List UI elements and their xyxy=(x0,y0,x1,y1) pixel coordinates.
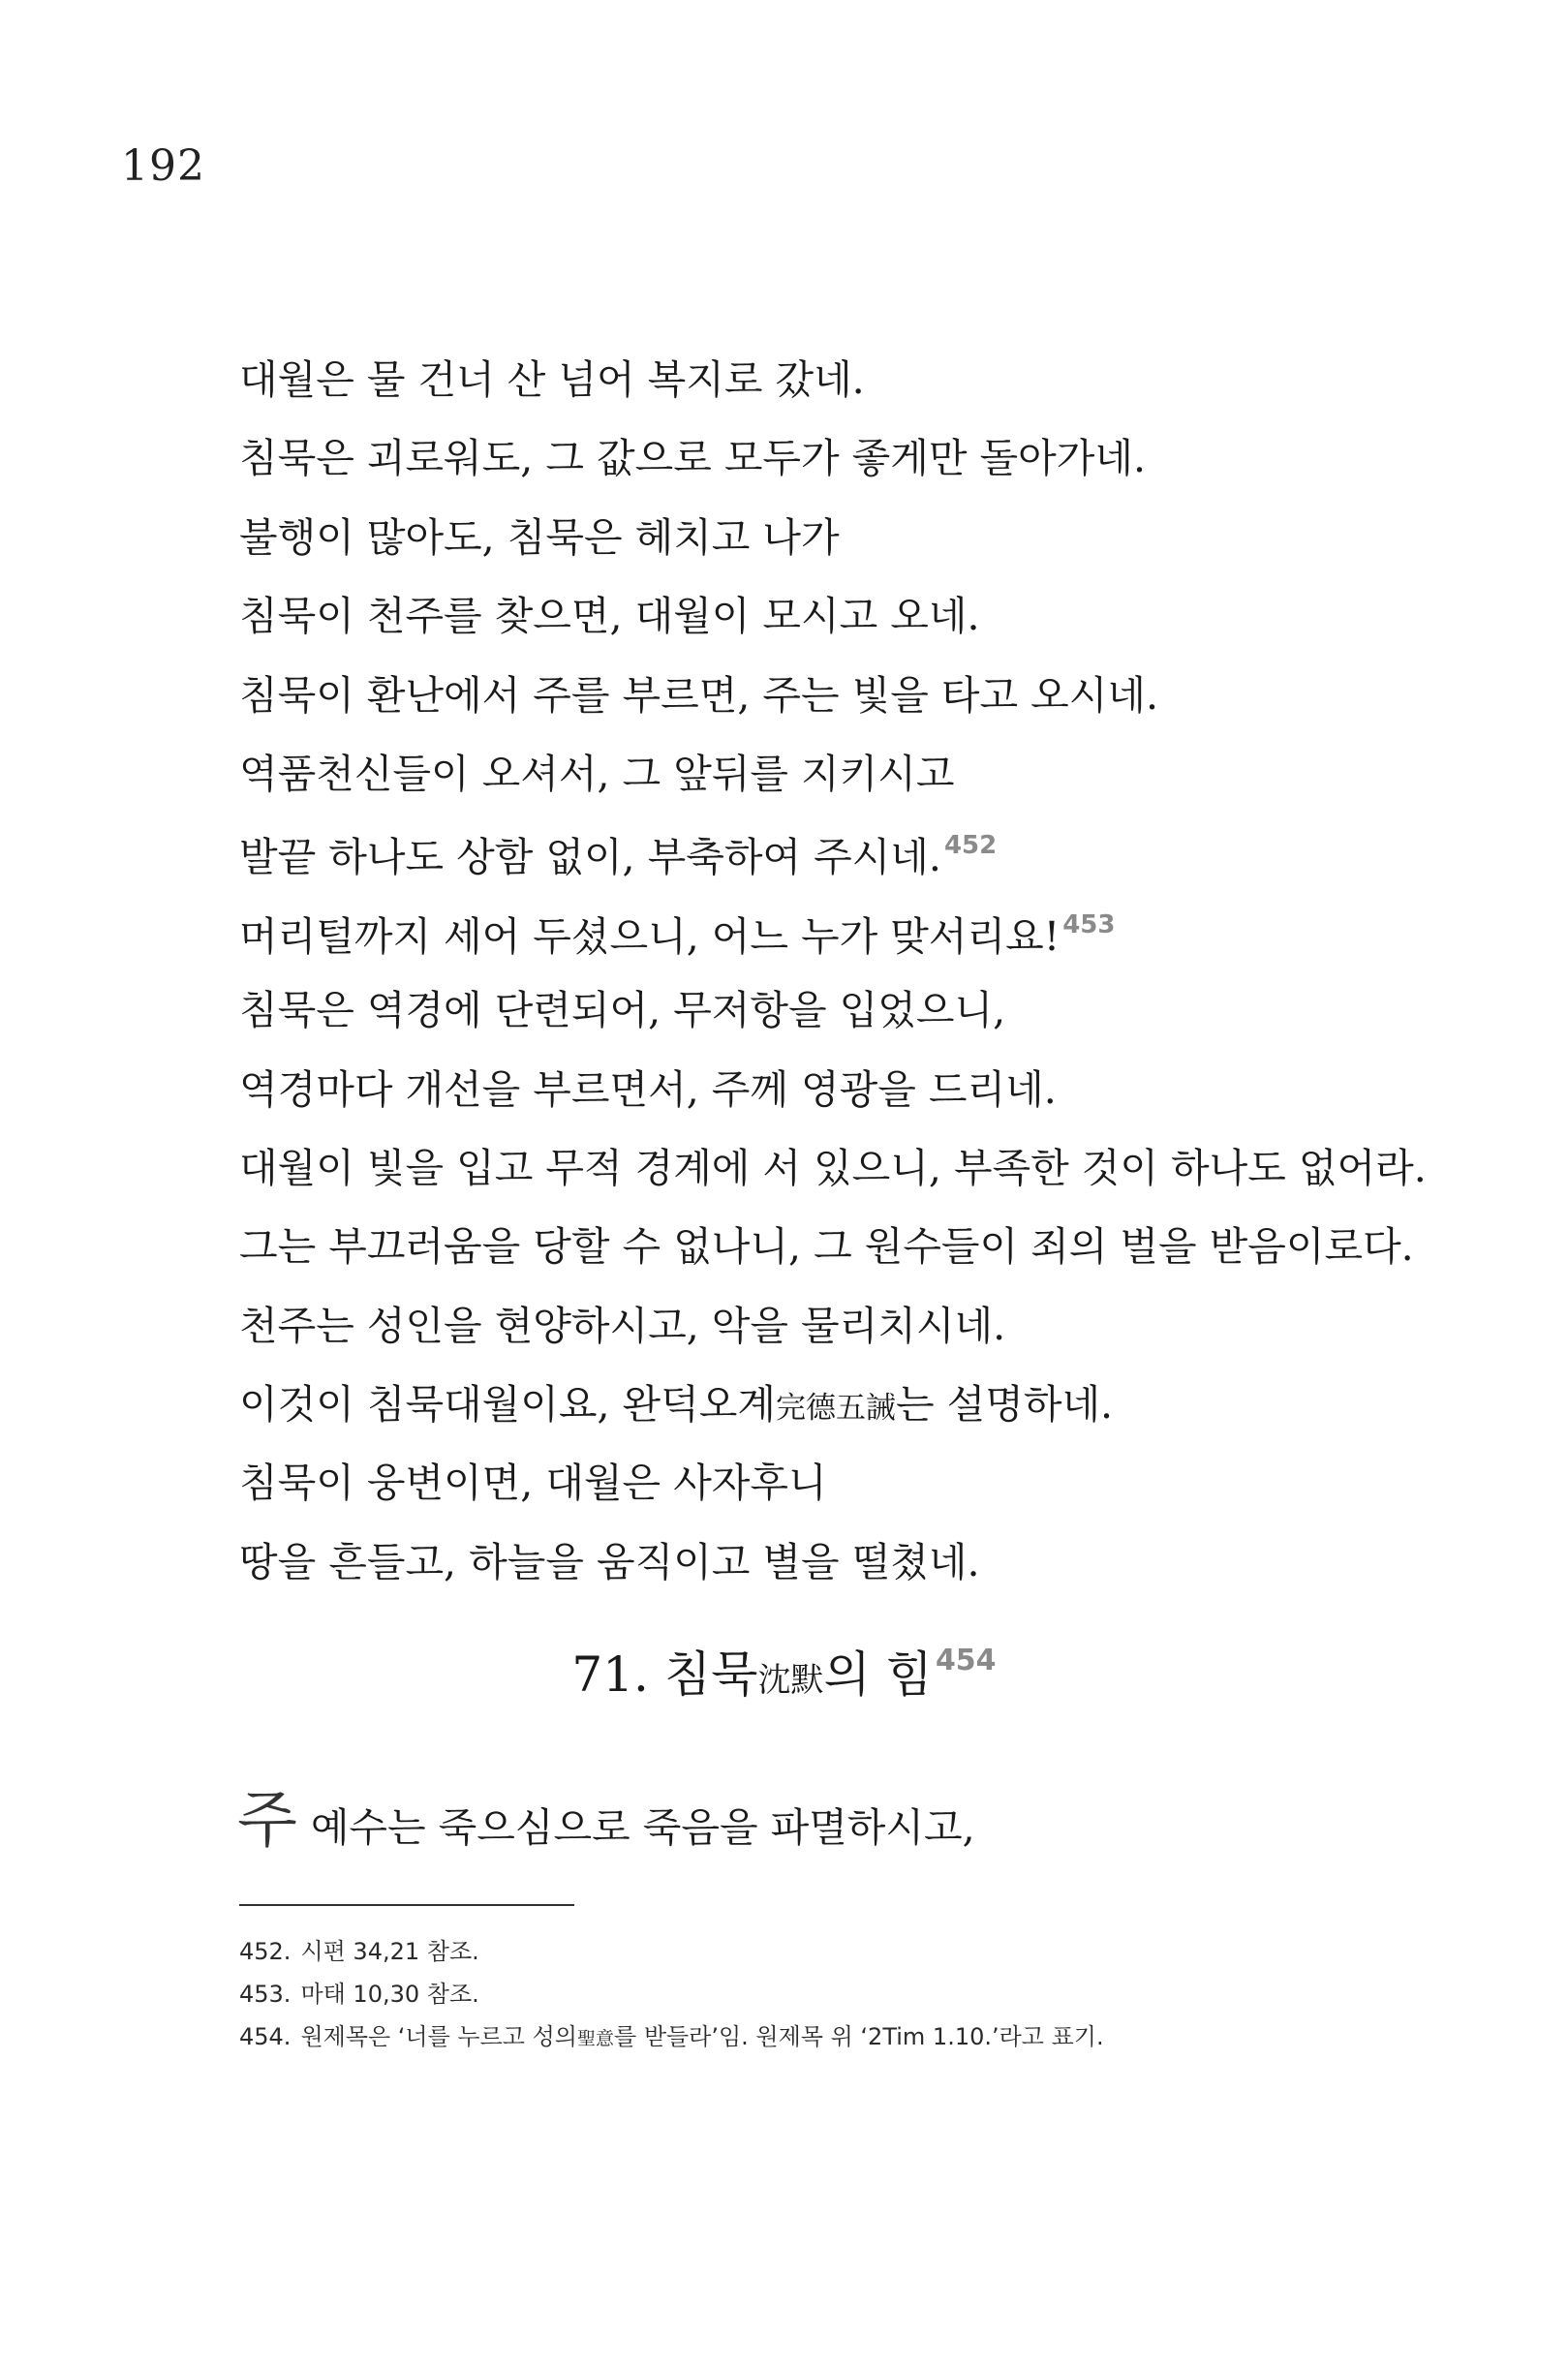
footnote-divider xyxy=(239,1904,574,1906)
footnote-ref-452: 452 xyxy=(943,831,998,861)
poem-line-text: 발끝 하나도 상함 없이, 부축하여 주시네. xyxy=(239,834,941,881)
poem-line: 대월은 물 건너 산 넘어 복지로 갔네. xyxy=(239,356,865,403)
poem-line-text: 이것이 침묵대월이요, 완덕오계 xyxy=(239,1381,776,1429)
verse-text: 예수는 죽으심으로 죽음을 파멸하시고, xyxy=(310,1804,975,1851)
poem-line-text: 는 설명하네. xyxy=(895,1381,1114,1429)
poem-line: 역품천신들이 오셔서, 그 앞뒤를 지키시고 xyxy=(239,750,955,797)
footnote-text: 시편 34,21 참조. xyxy=(300,1938,479,1965)
poem-line xyxy=(239,833,1460,911)
poem-line: 역경마다 개선을 부르면서, 주께 영광을 드리네. xyxy=(239,1065,1057,1113)
footnote-text: 마태 10,30 참조. xyxy=(300,1981,479,2008)
poem-line: 그는 부끄러움을 당할 수 없나니, 그 원수들이 죄의 벌을 받음이로다. xyxy=(239,1223,1414,1271)
page-number: 192 xyxy=(121,141,205,191)
footnote-453 xyxy=(239,1983,1104,2025)
verse-start xyxy=(237,1785,975,1857)
hanja-annotation: 沈默 xyxy=(757,1661,824,1700)
footnote-ref-454: 454 xyxy=(935,1644,997,1677)
section-title-text: 의 힘 xyxy=(823,1646,933,1703)
poem-line: 땅을 흔들고, 하늘을 움직이고 별을 떨쳤네. xyxy=(239,1538,980,1585)
poem-line: 침묵은 괴로워도, 그 값으로 모두가 좋게만 돌아가네. xyxy=(239,435,1146,482)
footnote-number: 452. xyxy=(239,1938,292,1965)
poem-body xyxy=(239,356,1460,1621)
footnote-452 xyxy=(239,1940,1104,1983)
poem-line xyxy=(239,1381,1460,1463)
poem-line: 침묵이 웅변이면, 대월은 사자후니 xyxy=(239,1460,827,1507)
footnote-text: 를 받들라’임. 원제목 위 ‘2Tim 1.10.’라고 표기. xyxy=(614,2023,1104,2050)
poem-line: 침묵이 천주를 찾으면, 대월이 모시고 오네. xyxy=(239,593,980,640)
poem-line: 불행이 많아도, 침묵은 헤치고 나가 xyxy=(239,513,840,561)
drop-cap: 주 xyxy=(237,1785,297,1857)
hanja-annotation: 聖意 xyxy=(576,2028,614,2049)
section-title-text: 71. 침묵 xyxy=(571,1646,758,1703)
poem-line: 침묵은 역경에 단련되어, 무저항을 입었으니, xyxy=(239,987,1006,1034)
hanja-annotation: 完德五誡 xyxy=(775,1391,896,1427)
poem-line: 침묵이 환난에서 주를 부르면, 주는 빛을 타고 오시네. xyxy=(239,671,1159,719)
poem-line xyxy=(239,909,1460,991)
section-title xyxy=(0,1644,1568,1703)
footnotes xyxy=(239,1940,1104,2068)
poem-line-text: 머리털까지 세어 두셨으니, 어느 누가 맞서리요! xyxy=(239,912,1061,960)
poem-line: 대월이 빛을 입고 무적 경계에 서 있으니, 부족한 것이 하나도 없어라. xyxy=(239,1144,1427,1191)
footnote-number: 454. xyxy=(239,2023,292,2050)
footnote-number: 453. xyxy=(239,1981,292,2008)
footnote-ref-453: 453 xyxy=(1062,909,1116,939)
footnote-text: 원제목은 ‘너를 누르고 성의 xyxy=(300,2023,577,2050)
poem-line: 천주는 성인을 현양하시고, 악을 물리치시네. xyxy=(239,1302,1006,1349)
footnote-454 xyxy=(239,2025,1104,2068)
